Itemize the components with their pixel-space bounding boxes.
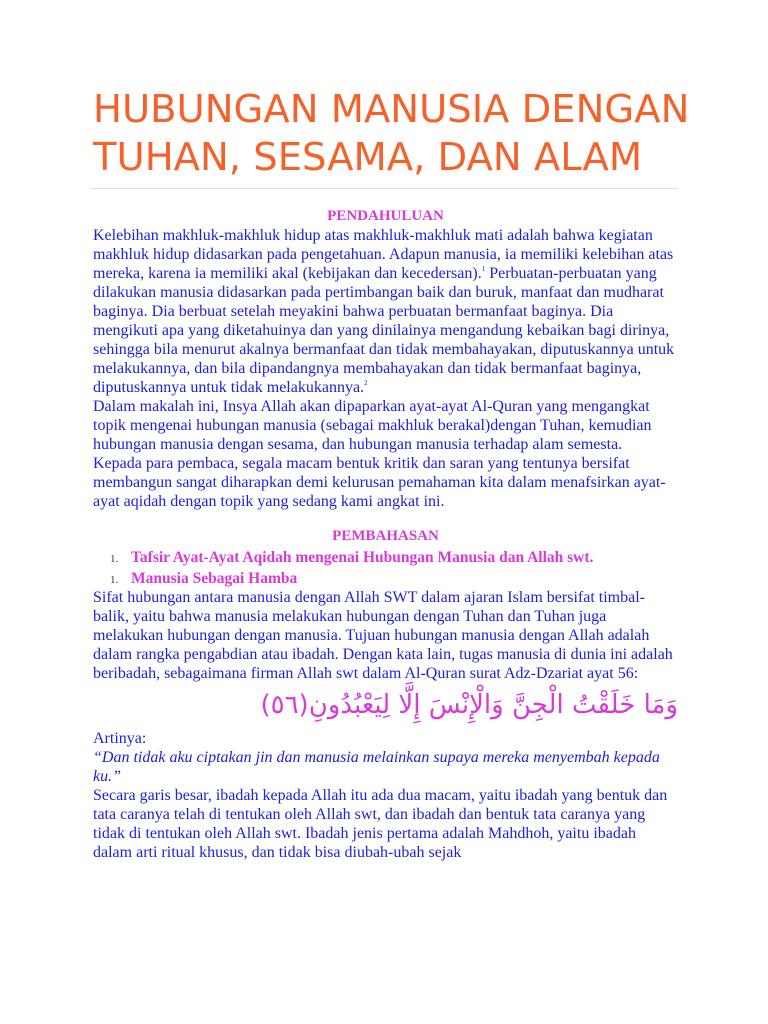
footnote-ref-2[interactable]: 2 <box>364 379 368 387</box>
quran-verse: وَمَا خَلَقْتُ الْجِنَّ وَالْإِنْسَ إِلَّا لِيَعْبُدُونِ(٥٦) <box>260 690 678 720</box>
verse-translation: “Dan tidak aku ciptakan jin dan manusia melainkan supaya mereka menyembah kepada ku.” <box>93 749 660 785</box>
document-body <box>93 207 678 862</box>
intro-paragraph-1: Kelebihan makhluk-makhluk hidup atas makhluk-makhluk mati adalah bahwa kegiatan makhluk hidup didasarkan pada pengetahuan. Adapun manusia, ia memiliki kelebihan atas mereka, karena ia memiliki akal (kebijakan dan kecedersan).$^1$ Perbuatan-perbuatan yang dilakukan manusia didasarkan pada pertimbangan baik dan buruk, manfaat dan mudharat baginya. Dia berbuat setelah meyakini bahwa perbuatan bermanfaat baginya. Dia mengikuti apa yang diketahuinya dan yang dinilainya mengandung kebaikan bagi dirinya, sehingga bila menurut akalnya bermanfaat dan tidak membahayakan, diputuskannya untuk melakukannya, dan bila dipandangnya membahayakan dan tidak bermanfaat baginya, diputuskannya untuk tidak melakukannya.$^2$ <box>93 227 675 396</box>
intro-paragraph-2: Dalam makalah ini, Insya Allah akan dipaparkan ayat-ayat Al-Quran yang mengangkat topik mengenai hubungan manusia (sebagai makhluk berakal)dengan Tuhan, kemudian hubungan manusia dengan sesama, dan hubungan manusia terhadap alam semesta. <box>93 398 652 453</box>
title-divider <box>91 188 678 189</box>
discussion-paragraph-1: Sifat hubungan antara manusia dengan Allah SWT dalam ajaran Islam bersifat timbal-balik, yaitu bahwa manusia melakukan hubungan dengan Tuhan dan Tuhan juga melakukan hubungan dengan manusia. Tujuan hubungan manusia dengan Allah adalah dalam rangka pengabdian atau ibadah. Dengan kata lain, tugas manusia di dunia ini adalah beribadah, sebagaimana firman Allah swt dalam Al-Quran surat Adz-Dzariat ayat 56: <box>93 589 673 682</box>
list-item <box>93 549 678 567</box>
document-title: HUBUNGAN MANUSIA DENGAN TUHAN, SESAMA, DAN ALAM <box>93 87 690 180</box>
list-item-text: Tafsir Ayat-Ayat Aqidah mengenai Hubungan Manusia dan Allah swt. <box>131 549 594 566</box>
section-heading-pendahuluan: PENDAHULUAN <box>327 208 444 224</box>
translation-label: Artinya: <box>93 730 147 747</box>
discussion-paragraph-2: Secara garis besar, ibadah kepada Allah itu ada dua macam, yaitu ibadah yang bentuk dan tata caranya telah di tentukan oleh Allah swt, dan ibadah dan bentuk tata caranya yang tidak di tentukan oleh Allah swt. Ibadah jenis pertama adalah Mahdhoh, yaitu ibadah dalam arti ritual khusus, dan tidak bisa diubah-ubah sejak <box>93 787 668 861</box>
footnote-ref-1[interactable]: 1 <box>481 265 486 273</box>
list-item-text: Manusia Sebagai Hamba <box>131 570 298 587</box>
list-item <box>93 570 678 588</box>
list-item-number: 1. <box>110 574 119 586</box>
list-item-number: 1. <box>110 553 119 565</box>
intro-paragraph-3: Kepada para pembaca, segala macam bentuk kritik dan saran yang tentunya bersifat membangun sangat diharapkan demi kelurusan pemahaman kita dalam menafsirkan ayat-ayat aqidah dengan topik yang sedang kami angkat ini. <box>93 455 666 510</box>
section-heading-pembahasan: PEMBAHASAN <box>332 528 439 544</box>
